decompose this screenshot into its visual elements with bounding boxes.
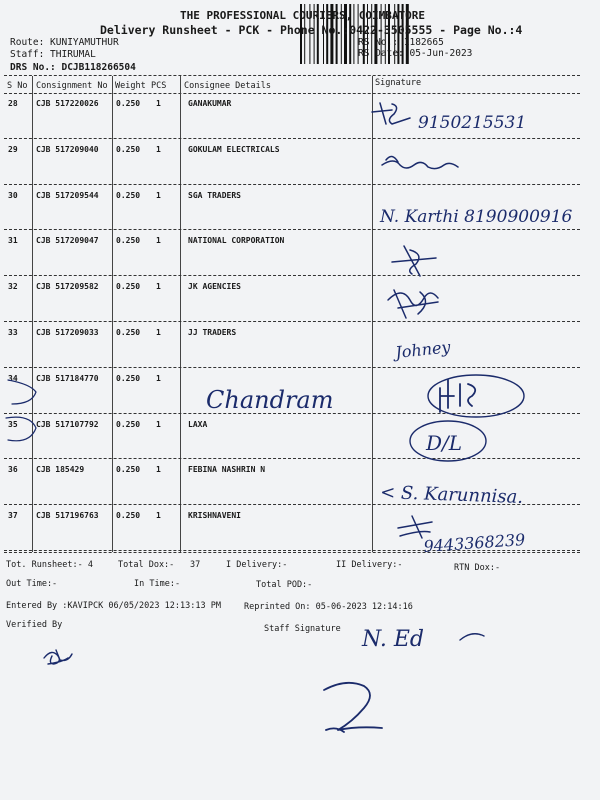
staff-signature-label: Staff Signature <box>264 624 341 634</box>
hw-phone-28: 9150215531 <box>418 113 527 133</box>
rs-number: RS No.: 1182665 <box>358 37 444 48</box>
company-name: THE PROFESSIONAL COURIERS, COIMBATORE <box>180 9 426 22</box>
row-weight: 0.250 <box>116 144 141 154</box>
row-consignment-no: CJB 517107792 <box>36 419 99 429</box>
staff-label: Staff: THIRUMAL <box>10 49 96 60</box>
ii-delivery: II Delivery:- <box>336 560 403 570</box>
row-consignment-no: CJB 517209544 <box>36 190 99 200</box>
row-weight: 0.250 <box>116 190 141 200</box>
row-sno: 36 <box>8 465 18 475</box>
row-weight: 0.250 <box>116 465 141 475</box>
row-weight: 0.250 <box>116 511 141 521</box>
row-consignment-no: CJB 517196763 <box>36 511 99 521</box>
row-pcs: 1 <box>156 511 161 521</box>
signature-scribble <box>392 246 436 276</box>
row-sno: 31 <box>8 236 18 246</box>
row-pcs: 1 <box>156 282 161 292</box>
out-time: Out Time:- <box>6 579 58 589</box>
row-pcs: 1 <box>156 144 161 154</box>
row-consignee: FEBINA NASHRIN N <box>188 465 266 475</box>
col-header-signature: Signature <box>375 78 422 88</box>
hw-receiver-36: < S. Karunnisa. <box>379 482 524 508</box>
entered-by: Entered By :KAVIPCK 06/05/2023 12:13:13 PM <box>6 601 221 611</box>
row-consignment-no: CJB 185429 <box>36 465 85 475</box>
hw-receiver-30: N. Karthi 8190900916 <box>380 207 573 227</box>
col-header-sno: S No <box>7 81 28 91</box>
row-pcs: 1 <box>156 419 161 429</box>
row-pcs: 1 <box>156 190 161 200</box>
row-sno: 30 <box>8 190 18 200</box>
total-dox-label: Total Dox:- <box>118 560 175 570</box>
tot-runsheet: Tot. Runsheet:- 4 <box>6 560 93 570</box>
hw-receiver-33: Johney <box>394 337 452 362</box>
row-consignee: GANAKUMAR <box>188 99 232 108</box>
row-pcs: 1 <box>156 99 161 108</box>
total-pod: Total POD:- <box>256 580 313 590</box>
row-consignee: GOKULAM ELECTRICALS <box>188 144 280 154</box>
hw-staff-signature: N. Ed <box>362 627 424 652</box>
row-consignment-no: CJB 517220026 <box>36 99 99 108</box>
row-consignee: JK AGENCIES <box>188 282 241 292</box>
row-weight: 0.250 <box>116 419 141 429</box>
drs-number: DRS No.: DCJB118266504 <box>10 62 136 73</box>
row-sno: 35 <box>8 419 18 429</box>
col-header-pcs: PCS <box>151 81 167 91</box>
row-consignment-no: CJB 517209033 <box>36 328 99 337</box>
total-dox-value: 37 <box>190 560 201 570</box>
row-pcs: 1 <box>156 236 161 246</box>
hw-dl-35: D/L <box>426 431 463 455</box>
row-sno: 33 <box>8 328 18 337</box>
circle-mark <box>8 380 36 404</box>
rs-date: RS Date: 05-Jun-2023 <box>358 48 473 59</box>
reprinted-on: Reprinted On: 05-06-2023 12:14:16 <box>244 602 413 612</box>
row-sno: 37 <box>8 511 18 521</box>
row-weight: 0.250 <box>116 328 141 337</box>
row-consignee: LAXA <box>188 419 208 429</box>
row-consignee: NATIONAL CORPORATION <box>188 236 285 246</box>
row-consignee: KRISHNAVENI <box>188 511 241 521</box>
row-sno: 29 <box>8 144 18 154</box>
row-sno: 32 <box>8 282 18 292</box>
route-label: Route: KUNIYAMUTHUR <box>10 37 119 48</box>
row-weight: 0.250 <box>116 99 141 108</box>
row-pcs: 1 <box>156 373 161 383</box>
circle-mark <box>6 417 36 441</box>
verified-by: Verified By <box>6 620 63 630</box>
row-sno: 28 <box>8 99 18 108</box>
footer-rule <box>4 552 580 553</box>
row-sno: 34 <box>8 373 18 383</box>
row-consignee: SGA TRADERS <box>188 190 241 200</box>
verified-signature <box>44 650 72 664</box>
rtn-dox: RTN Dox:- <box>454 563 501 573</box>
in-time: In Time:- <box>134 579 181 589</box>
row-weight: 0.250 <box>116 373 141 383</box>
signature-scribble <box>382 156 458 168</box>
runsheet-title: Delivery Runsheet - PCK - Phone No.:0422-3505555 - Page No.:4 <box>100 23 523 37</box>
row-pcs: 1 <box>156 465 161 475</box>
col-header-consignment: Consignment No <box>36 81 108 91</box>
row-consignment-no: CJB 517209040 <box>36 144 99 154</box>
hw-phone-37: 9443368239 <box>422 529 526 556</box>
signature-scribble <box>372 103 410 124</box>
row-weight: 0.250 <box>116 282 141 292</box>
row-consignee: JJ TRADERS <box>188 328 237 337</box>
signature-scribble <box>398 516 432 538</box>
row-consignment-no: CJB 517184770 <box>36 373 99 383</box>
page-mark <box>324 683 382 732</box>
i-delivery: I Delivery:- <box>226 560 288 570</box>
row-consignment-no: CJB 517209582 <box>36 282 99 292</box>
signature-scribble <box>388 290 438 318</box>
col-header-consignee: Consignee Details <box>184 81 271 91</box>
row-weight: 0.250 <box>116 236 141 246</box>
row-pcs: 1 <box>156 328 161 337</box>
signature-scribble <box>440 380 475 412</box>
col-header-weight: Weight <box>115 81 146 91</box>
row-consignment-no: CJB 517209047 <box>36 236 99 246</box>
hw-name-34: Chandram <box>206 386 334 414</box>
signature-tail <box>460 634 484 640</box>
